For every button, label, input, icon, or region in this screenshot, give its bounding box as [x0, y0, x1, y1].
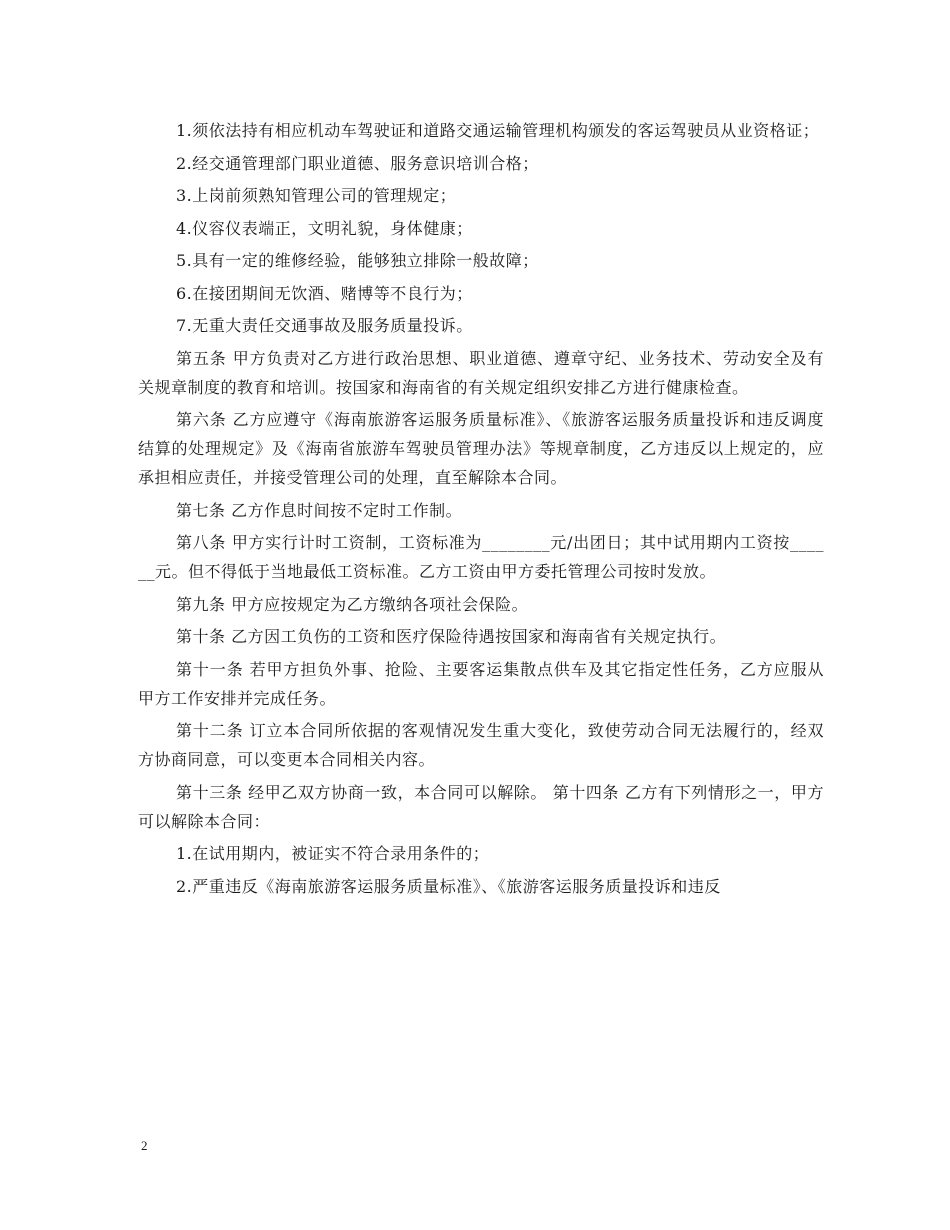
paragraph: 6.在接团期间无饮酒、赌博等不良行为；: [176, 283, 473, 303]
document-body: [138, 116, 824, 904]
paragraph: 7.无重大责任交通事故及服务质量投诉。: [176, 316, 473, 335]
paragraph: 5.具有一定的维修经验，能够独立排除一般故障；: [176, 251, 539, 270]
paragraph: 第六条 乙方应遵守《海南旅游客运服务质量标准》、《旅游客运服务质量投诉和违反调度结算的处理规定》及《海南省旅游车驾驶员管理办法》等规章制度，乙方违反以上规定的，应承担相应责任，并接受管理公司的处理，直至解除本合同。: [138, 410, 824, 487]
page-number: 2: [141, 1138, 148, 1153]
paragraph: 第九条 甲方应按规定为乙方缴纳各项社会保险。: [176, 594, 529, 614]
paragraph: 第八条 甲方实行计时工资制，工资标准为________元/出团日；其中试用期内工资按______元。但不得低于当地最低工资标准。乙方工资由甲方委托管理公司按时发放。: [138, 533, 824, 581]
paragraph: 3.上岗前须熟知管理公司的管理规定；: [176, 186, 457, 205]
paragraph: 第十一条 若甲方担负外事、抢险、主要客运集散点供车及其它指定性任务，乙方应服从甲方工作安排并完成任务。: [138, 659, 824, 708]
paragraph: 4.仪容仪表端正，文明礼貌，身体健康；: [176, 218, 473, 238]
paragraph: 第十条 乙方因工负伤的工资和医疗保险待遇按国家和海南省有关规定执行。: [176, 627, 727, 646]
paragraph: 1.须依法持有相应机动车驾驶证和道路交通运输管理机构颁发的客运驾驶员从业资格证；: [176, 121, 820, 140]
paragraph: 1.在试用期内，被证实不符合录用条件的；: [176, 844, 490, 863]
paragraph: 2.严重违反《海南旅游客运服务质量标准》、《旅游客运服务质量投诉和违反: [176, 876, 721, 896]
paragraph: 第十二条 订立本合同所依据的客观情况发生重大变化，致使劳动合同无法履行的，经双方协商同意，可以变更本合同相关内容。: [138, 721, 824, 769]
paragraph: 第十三条 经甲乙双方协商一致，本合同可以解除。 第十四条 乙方有下列情形之一，甲方可以解除本合同：: [138, 782, 824, 831]
paragraph: 2.经交通管理部门职业道德、服务意识培训合格；: [176, 153, 539, 173]
paragraph: 第五条 甲方负责对乙方进行政治思想、职业道德、遵章守纪、业务技术、劳动安全及有关规章制度的教育和培训。按国家和海南省的有关规定组织安排乙方进行健康检查。: [138, 348, 824, 397]
paragraph: 第七条 乙方作息时间按不定时工作制。: [176, 500, 463, 520]
